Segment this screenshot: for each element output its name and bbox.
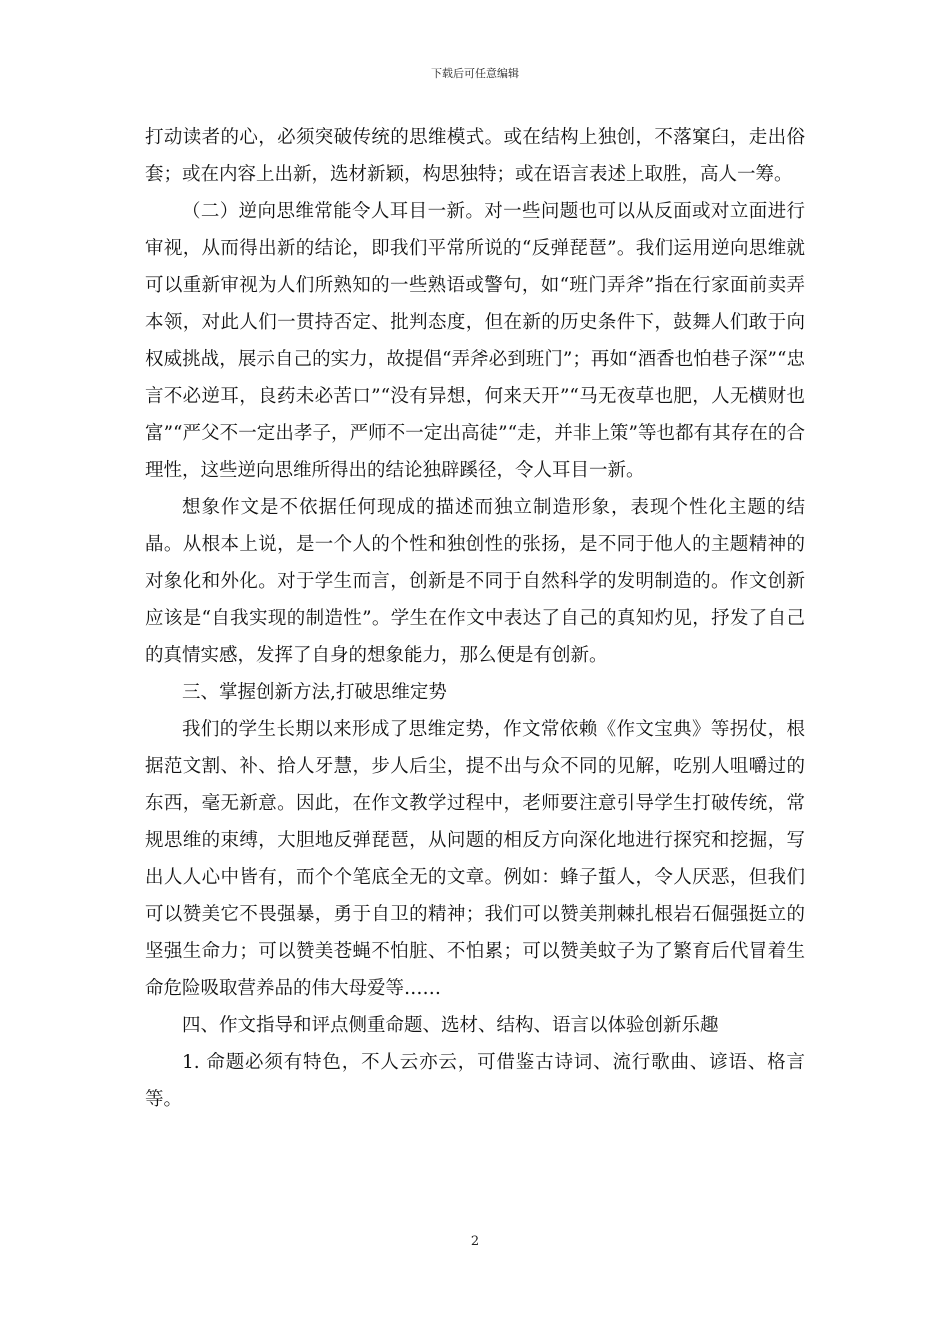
paragraph-topic-rule-one: 1. 命题必须有特色，不人云亦云，可借鉴古诗词、流行歌曲、谚语、格言等。 xyxy=(145,1052,805,1110)
paragraph-reverse-thinking: （二）逆向思维常能令人耳目一新。对一些问题也可以从反面或对立面进行审视，从而得出新的结论，即我们平常所说的“反弹琵琶”。我们运用逆向思维就可以重新审视为人们所熟知的一些熟语或警句，如“班门弄斧”指在行家面前卖弄本领，对此人们一贯持否定、批判态度，但在新的历史条件下，鼓舞人们敢于向权威挑战，展示自己的实力，故提倡“弄斧必到班门”；再如“酒香也怕巷子深”“忠言不必逆耳，良药未必苦口”“没有异想，何来天开”“马无夜草也肥，人无横财也富”“严父不一定出孝子，严师不一定出高徒”“走，并非上策”等也都有其存在的合理性，这些逆向思维所得出的结论独辟蹊径，令人耳目一新。 xyxy=(145,201,805,481)
paragraph-imagination-essay: 想象作文是不依据任何现成的描述而独立制造形象，表现个性化主题的结晶。从根本上说，是一个人的个性和独创性的张扬，是不同于他人的主题精神的对象化和外化。对于学生而言，创新是不同于自然科学的发明制造的。作文创新应该是“自我实现的制造性”。学生在作文中表达了自己的真知灼见，抒发了自己的真情实感，发挥了自身的想象能力，那么便是有创新。 xyxy=(145,497,805,666)
paragraph-continuation: 打动读者的心，必须突破传统的思维模式。或在结构上独创，不落窠臼，走出俗套；或在内容上出新，选材新颖，构思独特；或在语言表述上取胜，高人一筹。 xyxy=(145,127,805,185)
document-body xyxy=(145,119,805,1118)
page-header: 下载后可任意编辑 xyxy=(431,67,519,80)
section-heading-three: 三、掌握创新方法,打破思维定势 xyxy=(182,682,447,703)
section-heading-four: 四、作文指导和评点侧重命题、选材、结构、语言以体验创新乐趣 xyxy=(182,1015,719,1036)
paragraph-thinking-patterns: 我们的学生长期以来形成了思维定势，作文常依赖《作文宝典》等拐仗，根据范文割、补、拾人牙慧，步人后尘，提不出与众不同的见解，吃别人咀嚼过的东西，毫无新意。因此，在作文教学过程中，老师要注意引导学生打破传统，常规思维的束缚，大胆地反弹琵琶，从问题的相反方向深化地进行探究和挖掘，写出人人心中皆有，而个个笔底全无的文章。例如：蜂子蜇人，令人厌恶，但我们可以赞美它不畏强暴，勇于自卫的精神；我们可以赞美荆棘扎根岩石倔强挺立的坚强生命力；可以赞美苍蝇不怕脏、不怕累；可以赞美蚊子为了繁育后代冒着生命危险吸取营养品的伟大母爱等…… xyxy=(145,719,805,999)
page-number: 2 xyxy=(470,1234,480,1249)
